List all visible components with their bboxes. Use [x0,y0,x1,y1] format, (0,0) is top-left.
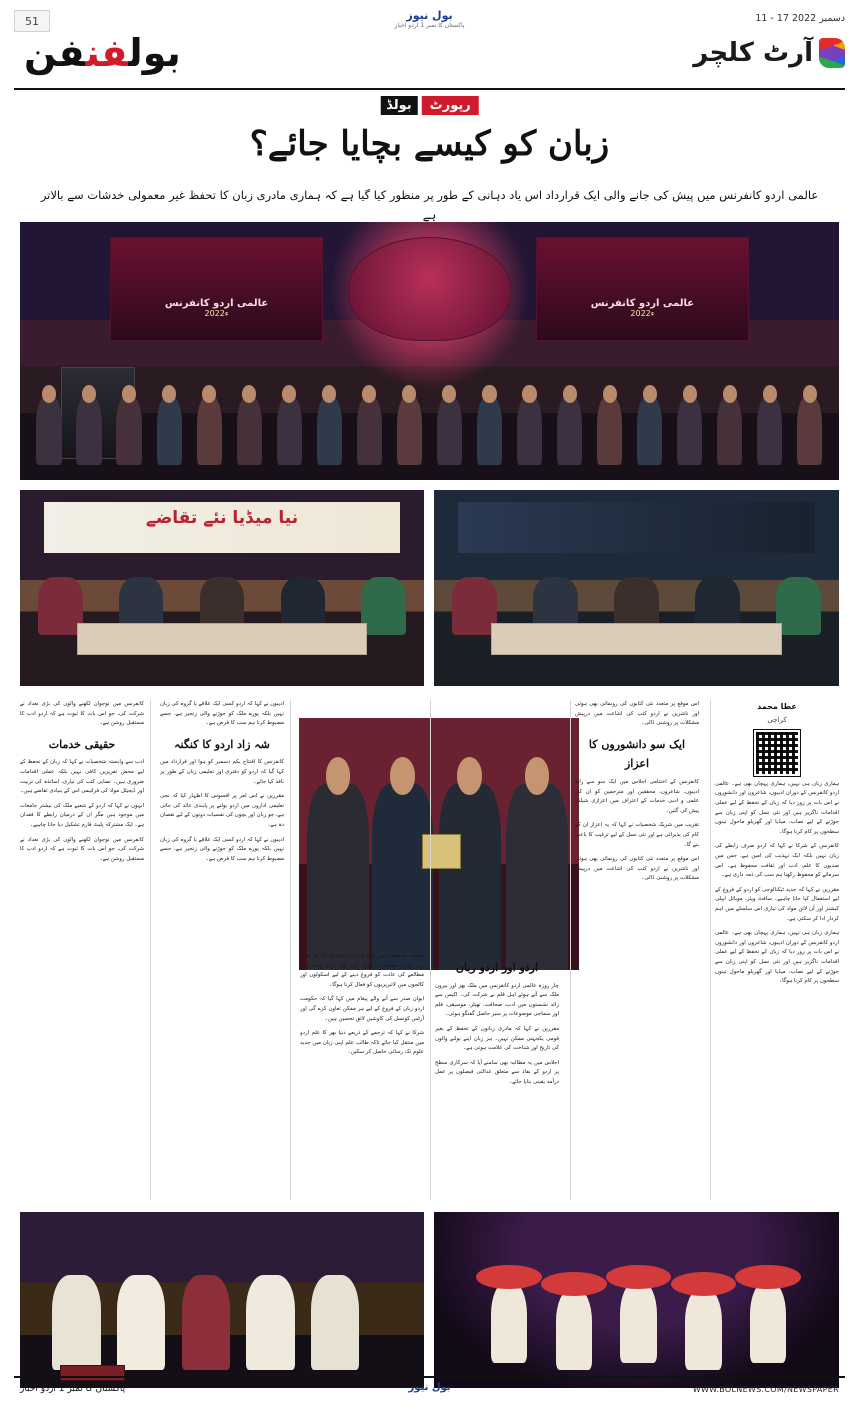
qr-code-icon[interactable] [754,730,800,776]
column-3-body [435,982,559,1088]
paragraph: اجلاس میں یہ مطالبہ بھی سامنے آیا کہ سرکاری سطح پر اردو کے نفاذ سے متعلق عدالتی فیصلوں پر عمل درآمد یقینی بنایا جائے۔ [435,1059,559,1086]
publication-name: بول نیوز [406,9,453,22]
screen-right-year: 2022ء [630,308,655,318]
paragraph: مقررین نے اس امر پر افسوس کا اظہار کیا کہ نجی تعلیمی اداروں میں اردو بولنے پر پابندی عائد کی جاتی ہے، جو زبان اور بچوں کی نفسیات دونوں کے لیے نقصان دہ ہے۔ [160,793,284,829]
page-title: زبان کو کیسے بچایا جائے؟ [249,124,610,164]
text-column-1 [715,700,839,1200]
issue-date: 11 - 17 دسمبر 2022 [755,13,845,24]
paragraph: اس موقع پر متعدد نئی کتابوں کی رونمائی بھی ہوئی اور ناشرین نے اردو کتب کی اشاعت میں درپیش مشکلات پر روشنی ڈالی۔ [575,856,699,882]
stage-screen-left [110,237,323,340]
paragraph: اس موقع پر متعدد نئی کتابوں کی رونمائی بھی ہوئی اور ناشرین نے اردو کتب کی اشاعت میں درپیش مشکلات پر روشنی ڈالی۔ [575,701,699,727]
column-6-intro [20,700,144,729]
paragraph: ہماری زبان ہی نہیں، ہماری پہچان بھی ہے۔ عالمی اردو کانفرنس کے دوران ادیبوں، شاعروں اور دانشوروں نے اس بات پر زور دیا کہ زبان کے تحفظ کے لیے عملی اقدامات ناگزیر ہیں اور نئی نسل کو اپنی زبان سے جوڑنے کے لیے نصاب، میڈیا اور گھریلو ماحول تینوں سطحوں پر کام کرنا ہوگا۔ [715,780,839,835]
article-body [20,700,839,1200]
publication-tagline: پاکستان کا نمبر 1 اردو اخبار [394,22,465,30]
paragraph: ادب سے وابستہ شخصیات نے کہا کہ زبان کے تحفظ کے لیے محض تقریریں کافی نہیں بلکہ عملی اقدامات ضروری ہیں۔ نصابی کتب کی تیاری، اساتذہ کی تربیت اور ڈیجیٹل مواد کی فراہمی اس کے بنیادی تقاضے ہیں۔ [20,759,144,795]
screen-right-title: عالمی اردو کانفرنس [590,297,695,309]
author-city: کراچی [767,716,787,725]
paragraph: کانفرنس کے شرکا نے کہا کہ اردو صرف رابطے کی زبان نہیں بلکہ ایک تہذیب کی امین ہے، جس میں صدیوں کا علم، ادب اور ثقافت محفوظ ہے۔ اس سرمائے کو محفوظ رکھنا ہم سب کی ذمہ داری ہے۔ [715,843,839,879]
panel-banner-text: نیا میڈیا نئے تقاضے [44,502,400,553]
column-4-body [300,952,424,1058]
paragraph: ادیبوں نے کہا کہ اردو کسی ایک علاقے یا گروہ کی زبان نہیں بلکہ پورے ملک کو جوڑنے والی زنجیر ہے، جسے مضبوط کرنا ہم سب کا فرض ہے۔ [160,836,284,862]
column-3-heading: اردو اور اردو زبان [455,961,539,974]
panel-table [77,623,368,654]
section-logo-sub: بول [128,31,181,75]
panel-table [491,623,783,654]
paragraph: انہوں نے کہا کہ اردو کے شعبے ملک کی بیشتر جامعات میں موجود ہیں مگر ان کے درمیان رابطے کا فقدان ہے۔ ایک مشترکہ پلیٹ فارم تشکیل دیا جانا چاہیے۔ [20,802,144,829]
masthead-small-logo [394,10,464,30]
paragraph: چار روزہ عالمی اردو کانفرنس میں ملک بھر اور بیرون ملک سے آئے ہوئے اہل قلم نے شرکت کی۔ اکیس سے زائد نشستوں میں ادب، صحافت، تھیٹر، موسیقی، فلم اور سماجی موضوعات پر سیر حاصل گفتگو ہوئی۔ [435,982,559,1018]
column-1-body [715,780,839,987]
footer-tagline: پاکستان کا نمبر 1 اردو اخبار [20,1384,126,1394]
kicker-red-label: رپورٹ [422,96,479,115]
footer-rule [14,1376,845,1378]
section-logo-main: فن [24,31,86,75]
literary-panel-photo [434,490,839,686]
paragraph: شرکا نے کہا کہ ترجمے کے ذریعے دنیا بھر کا علم اردو میں منتقل کیا جائے تاکہ طالب علم اپنی زبان میں جدید علوم تک رسائی حاصل کر سکیں۔ [300,1030,424,1056]
qawwali-performance-photo [20,1212,424,1388]
paragraph: ادیبوں نے کہا کہ اردو کسی ایک علاقے یا گروہ کی زبان نہیں بلکہ پورے ملک کو جوڑنے والی زنجیر ہے، جسے مضبوط کرنا ہم سب کا فرض ہے۔ [160,701,284,727]
article-subhead: عالمی اردو کانفرنس میں پیش کی جانے والی ایک قرارداد اس یاد دہانی کے طور پر منظور کیا گیا ہے کہ ہماری مادری زبان کا تحفظ غیر معمولی خدشات سے بالاتر ہے [40,188,819,222]
paragraph: کانفرنس میں نوجوان لکھنے والوں کی بڑی تعداد نے شرکت کی، جو اس بات کا ثبوت ہے کہ اردو ادب کا مستقبل روشن ہے۔ [20,836,144,862]
main-conference-stage-photo [20,222,839,480]
art-culture-label: آرٹ کلچر [693,38,813,68]
paragraph: مقررین نے کہا کہ جدید ٹیکنالوجی کو اردو کے فروغ کے لیے استعمال کیا جانا چاہیے۔ سافٹ ویئر، موبائل ایپلی کیشنز اور آن لائن مواد کی تیاری اس سلسلے میں اہم کردار ادا کر سکتی ہے۔ [715,886,839,922]
paragraph: ایوان صدر سے آنے والے پیغام میں کہا گیا کہ حکومت اردو زبان کے فروغ کے لیے ہر ممکن تعاون کرے گی اور آرٹس کونسل کی کاوشیں لائق تحسین ہیں۔ [300,996,424,1022]
art-culture-logo [693,38,845,68]
screen-left-year: 2022ء [204,308,229,318]
paragraph: کانفرنس کا افتتاح یکم دسمبر کو ہوا اور قرارداد میں کہا گیا کہ اردو کو دفتری اور تعلیمی زبان کے طور پر نافذ کیا جائے۔ [160,759,284,785]
stage-screen-center [348,237,512,340]
paragraph: مختلف نشستوں میں اس بات پر اتفاق کیا گیا کہ کتاب سے دوری معاشرتی زوال کی ایک بڑی وجہ ہے۔ مطالعے کی عادت کو فروغ دینے کے لیے اسکولوں اور کالجوں میں لائبریریوں کو فعال کرنا ہوگا۔ [300,953,424,988]
seated-panel-row [36,367,822,465]
text-column-3 [435,700,559,1200]
column-5-body [160,758,284,864]
column-2-body [575,700,699,884]
footer-website[interactable]: WWW.BOLNEWS.COM/NEWSPAPER [692,1385,839,1394]
paragraph: ہماری زبان ہی نہیں، ہماری پہچان بھی ہے۔ عالمی اردو کانفرنس کے دوران ادیبوں، شاعروں اور دانشوروں نے اس بات پر زور دیا کہ زبان کے تحفظ کے لیے عملی اقدامات ناگزیر ہیں اور نئی نسل کو اپنی زبان سے جوڑنے کے لیے نصاب، میڈیا اور گھریلو ماحول تینوں سطحوں پر کام کرنا ہوگا۔ [715,930,839,985]
text-column-6 [20,700,144,1200]
section-logo [24,31,181,75]
footer-logo [408,1382,450,1393]
column-6-body [20,758,144,864]
kicker-black-label: بولڈ [380,96,417,115]
stage-screen-right [536,237,749,340]
color-swirl-icon [819,38,845,68]
screen-left-title: عالمی اردو کانفرنس [164,297,269,309]
column-6-heading: حقیقی خدمات [48,737,116,751]
paragraph: کانفرنس کے اختتامی اجلاس میں ایک سو سے زائد ادیبوں، شاعروں، محققین اور مترجمین کو ان کی علمی و ادبی خدمات کے اعتراف میں اعزازی شیلڈز پیش کی گئیں۔ [575,778,699,814]
folk-dance-performance-photo [434,1212,839,1388]
column-5-heading: شہ زاد اردو کا کنگنہ [174,737,270,751]
paragraph: کانفرنس میں نوجوان لکھنے والوں کی بڑی تعداد نے شرکت کی، جو اس بات کا ثبوت ہے کہ اردو ادب کا مستقبل روشن ہے۔ [20,701,144,727]
page-footer [14,1376,845,1402]
paragraph: تقریب میں شریک شخصیات نے کہا کہ یہ اعزاز ان کے کام کی پذیرائی ہے اور نئی نسل کے لیے ترغیب کا باعث بنے گا۔ [575,822,699,848]
column-2-heading: ایک سو دانشوروں کا اعزاز [588,737,686,771]
text-column-4 [300,700,424,1200]
column-5-body-top [160,700,284,729]
panel-backdrop [458,502,814,553]
new-media-panel-photo [20,490,424,686]
footer-publication-name: بول نیوز [408,1382,451,1393]
kicker-badge [380,96,479,115]
column-4-photo-gap [300,700,424,952]
column-3-photo-gap [435,700,559,952]
top-bar [14,10,845,32]
paragraph: مقررین نے کہا کہ مادری زبانوں کے تحفظ کے بغیر قومی یکجہتی ممکن نہیں۔ ہر زبان اپنے بولنے والوں کی تاریخ اور شناخت کی علامت ہوتی ہے۔ [435,1026,559,1052]
masthead-rule [14,88,845,90]
text-column-2 [575,700,699,1200]
page-number: 51 [14,10,50,32]
section-masthead [14,31,845,86]
author-name: عطا محمد [757,702,797,711]
section-logo-accent: فن [85,31,129,75]
text-column-5 [160,700,284,1200]
